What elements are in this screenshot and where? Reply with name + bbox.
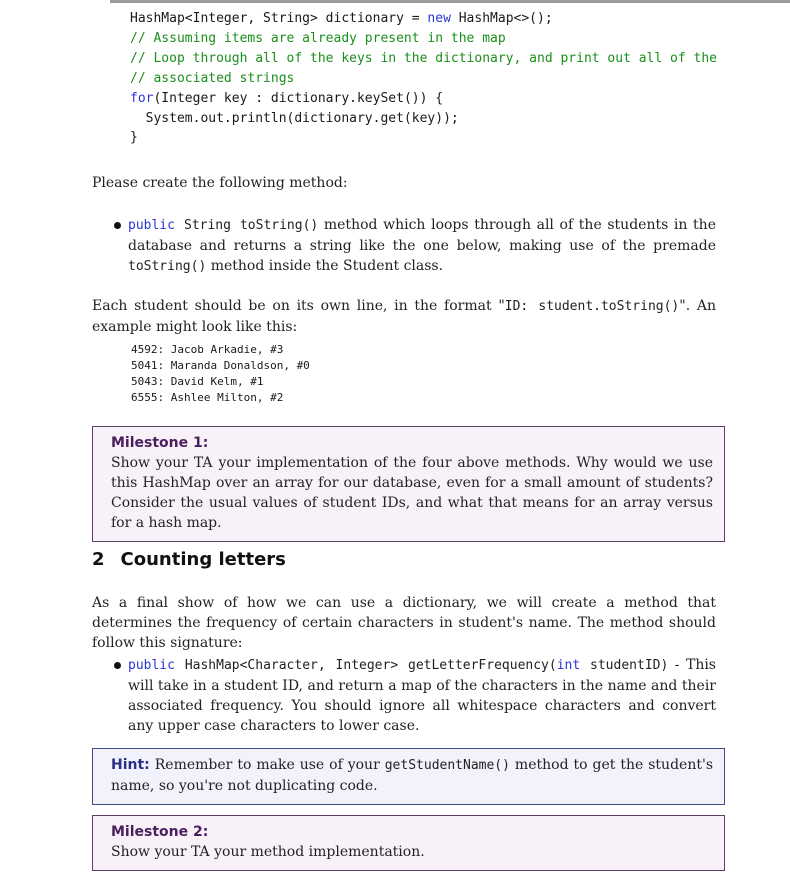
code-comment-1: // Assuming items are already present in the map (130, 30, 506, 46)
code-comment-2: // Loop through all of the keys in the dictionary, and print out all of the (130, 50, 717, 66)
code-close-brace: } (130, 130, 138, 146)
bullet-dot-2 (114, 662, 121, 669)
page-top-rule (110, 0, 790, 3)
bullet-tostring: public String toString() method which loops through all of the students in the database and returns a string like the one below, making use of the premade toString() method inside the Student class. (128, 217, 716, 274)
milestone-2-box (92, 815, 725, 871)
example-line: 5041: Maranda Donaldson, #0 (131, 359, 310, 372)
milestone-2-text: Show your TA your method implementation. (111, 844, 425, 860)
milestone-2-title: Milestone 2: (111, 824, 209, 840)
example-line: 5043: David Kelm, #1 (131, 375, 264, 388)
section-title: Counting letters (120, 549, 286, 570)
milestone-1-title: Milestone 1: (111, 435, 209, 451)
bullet-dot-1 (114, 222, 121, 229)
code-line-1: HashMap<Integer, String> dictionary = new HashMap<>(); (130, 11, 553, 26)
code-block (130, 9, 717, 148)
intro-text: Please create the following method: (92, 175, 348, 191)
code-for-line: for(Integer key : dictionary.keySet()) { (130, 90, 444, 106)
section-heading (92, 549, 286, 570)
code-body-line: System.out.println(dictionary.get(key)); (130, 110, 459, 126)
section-number: 2 (92, 549, 105, 570)
format-paragraph: Each student should be on its own line, in the format "ID: student.toString()". An example might look like this: (92, 298, 716, 335)
example-output (131, 342, 310, 406)
milestone-1-text: Show your TA your implementation of the four above methods. Why would we use this HashMap over an array for our database, even for a small amount of students? Consider the usual values of student IDs, and what that means for an array versus for a hash map. (111, 455, 713, 531)
hint-box: Hint: Remember to make use of your getStudentName() method to get the student's name, so you're not duplicating code. (92, 748, 725, 805)
milestone-1-box (92, 426, 725, 542)
bullet-getletterfrequency: public HashMap<Character, Integer> getLetterFrequency(int studentID) - This will take in a student ID, and return a map of the characters in the name and their associated frequency. You should ignore all whitespace characters and convert any upper case characters to lower case. (128, 657, 716, 734)
section-paragraph: As a final show of how we can use a dictionary, we will create a method that determines the frequency of certain characters in student's name. The method should follow this signature: (92, 595, 716, 651)
code-comment-3: // associated strings (130, 70, 295, 86)
example-line: 4592: Jacob Arkadie, #3 (131, 343, 284, 356)
example-line: 6555: Ashlee Milton, #2 (131, 391, 284, 404)
hint-title: Hint: (111, 757, 150, 773)
